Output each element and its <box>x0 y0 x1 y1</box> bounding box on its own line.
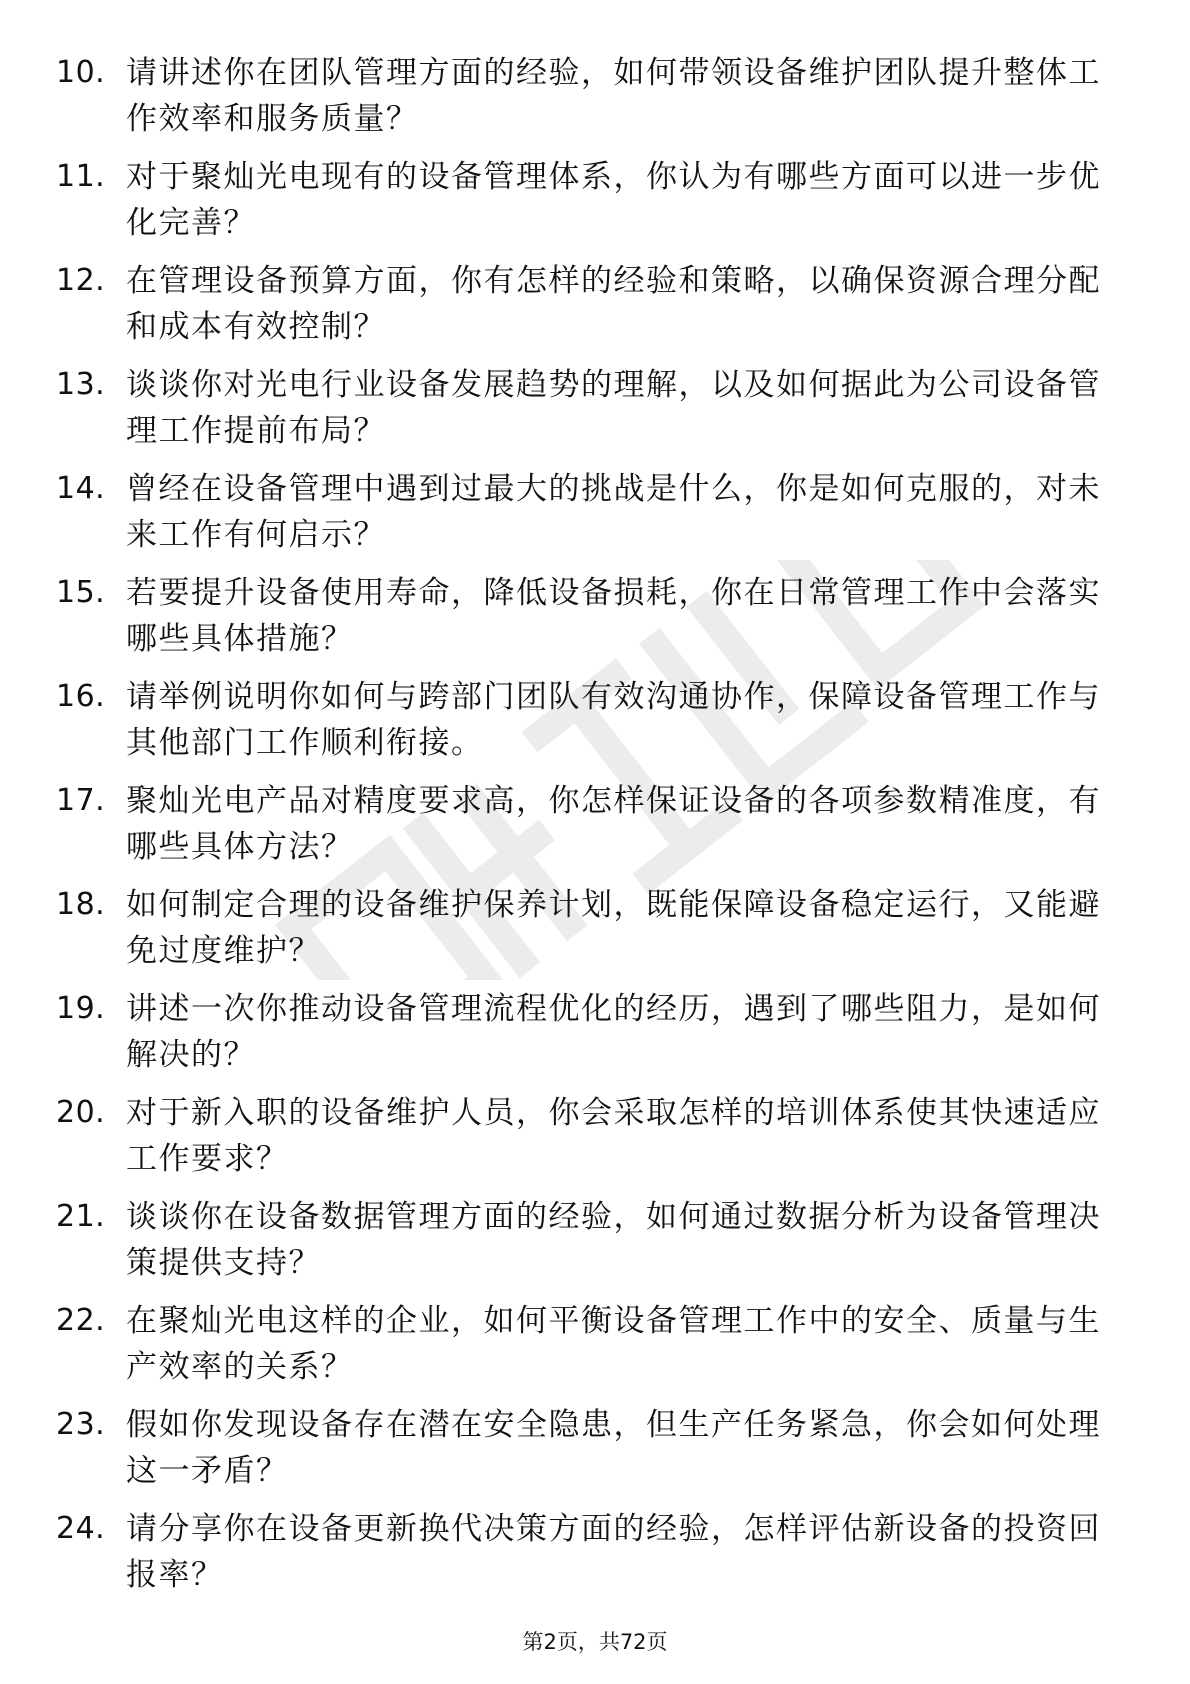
question-item <box>56 1298 1116 1402</box>
question-number: 17. <box>56 783 106 818</box>
question-number: 19. <box>56 991 106 1026</box>
question-text: 谈谈你在设备数据管理方面的经验，如何通过数据分析为设备管理决策提供支持？ <box>126 1199 1101 1281</box>
question-number: 22. <box>56 1303 106 1338</box>
question-text: 在管理设备预算方面，你有怎样的经验和策略，以确保资源合理分配和成本有效控制？ <box>126 263 1101 345</box>
question-item <box>56 778 1116 882</box>
question-text: 聚灿光电产品对精度要求高，你怎样保证设备的各项参数精准度，有哪些具体方法？ <box>126 783 1101 865</box>
question-list <box>56 50 1116 1610</box>
question-item <box>56 362 1116 466</box>
question-text: 若要提升设备使用寿命，降低设备损耗，你在日常管理工作中会落实哪些具体措施？ <box>126 575 1101 657</box>
question-text: 曾经在设备管理中遇到过最大的挑战是什么，你是如何克服的，对未来工作有何启示？ <box>126 471 1101 553</box>
question-text: 对于新入职的设备维护人员，你会采取怎样的培训体系使其快速适应工作要求？ <box>126 1095 1101 1177</box>
question-text: 请分享你在设备更新换代决策方面的经验，怎样评估新设备的投资回报率？ <box>126 1511 1101 1593</box>
question-item <box>56 986 1116 1090</box>
question-item <box>56 1194 1116 1298</box>
question-number: 23. <box>56 1407 106 1442</box>
question-number: 13. <box>56 367 106 402</box>
question-text: 请讲述你在团队管理方面的经验，如何带领设备维护团队提升整体工作效率和服务质量？ <box>126 55 1101 137</box>
question-item <box>56 466 1116 570</box>
question-item <box>56 674 1116 778</box>
question-text: 在聚灿光电这样的企业，如何平衡设备管理工作中的安全、质量与生产效率的关系？ <box>126 1303 1101 1385</box>
question-item <box>56 258 1116 362</box>
question-item <box>56 154 1116 258</box>
question-number: 14. <box>56 471 106 506</box>
question-text: 假如你发现设备存在潜在安全隐患，但生产任务紧急，你会如何处理这一矛盾？ <box>126 1407 1101 1489</box>
question-text: 讲述一次你推动设备管理流程优化的经历，遇到了哪些阻力，是如何解决的？ <box>126 991 1101 1073</box>
question-number: 21. <box>56 1199 106 1234</box>
question-number: 24. <box>56 1511 106 1546</box>
question-item <box>56 1506 1116 1610</box>
question-text: 请举例说明你如何与跨部门团队有效沟通协作，保障设备管理工作与其他部门工作顺利衔接。 <box>126 679 1101 761</box>
question-number: 10. <box>56 55 106 90</box>
page-number-footer: 第2页，共72页 <box>522 1630 668 1654</box>
question-number: 11. <box>56 159 106 194</box>
question-item <box>56 882 1116 986</box>
question-text: 谈谈你对光电行业设备发展趋势的理解，以及如何据此为公司设备管理工作提前布局？ <box>126 367 1101 449</box>
question-text: 对于聚灿光电现有的设备管理体系，你认为有哪些方面可以进一步优化完善？ <box>126 159 1101 241</box>
question-item <box>56 1402 1116 1506</box>
question-number: 18. <box>56 887 106 922</box>
question-item <box>56 1090 1116 1194</box>
question-number: 12. <box>56 263 106 298</box>
question-text: 如何制定合理的设备维护保养计划，既能保障设备稳定运行，又能避免过度维护？ <box>126 887 1101 969</box>
question-number: 15. <box>56 575 106 610</box>
question-item <box>56 570 1116 674</box>
question-item <box>56 50 1116 154</box>
question-number: 20. <box>56 1095 106 1130</box>
question-number: 16. <box>56 679 106 714</box>
